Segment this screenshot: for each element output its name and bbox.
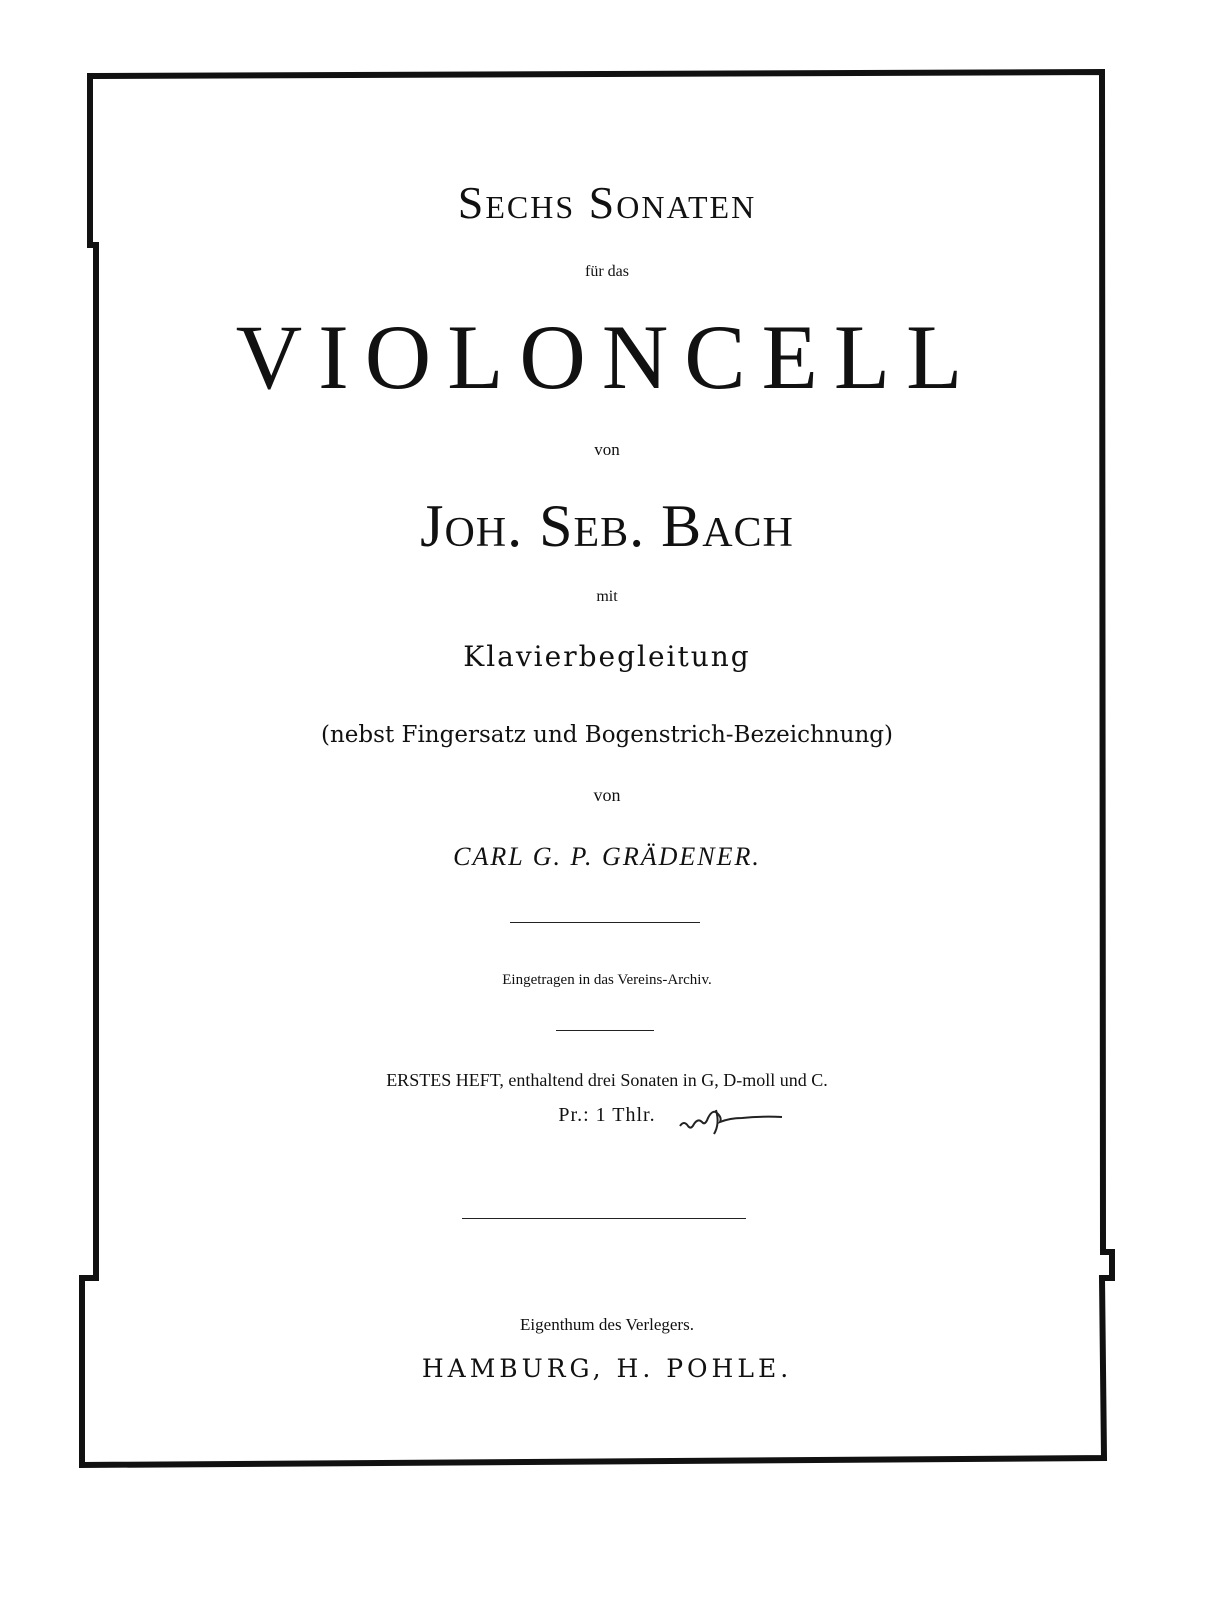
edition-note: (nebst Fingersatz und Bogenstrich-Bezeichnung) xyxy=(321,722,893,748)
divider-1 xyxy=(510,922,700,923)
von-label-2: von xyxy=(593,785,621,805)
divider-3 xyxy=(462,1218,746,1219)
accompaniment-title: Klavierbegleitung xyxy=(463,640,751,673)
title-line-sechs-sonaten: Sechs Sonaten xyxy=(457,177,757,228)
von-label-1: von xyxy=(594,440,620,459)
publisher-imprint: HAMBURG, H. POHLE. xyxy=(421,1354,793,1383)
volume-description: ERSTES HEFT, enthaltend drei Sonaten in G, D-moll und C. xyxy=(386,1070,828,1090)
arranger-name: CARL G. P. GRÄDENER. xyxy=(453,842,761,871)
instrument-title: VIOLONCELL xyxy=(235,306,979,408)
title-line-fur-das: für das xyxy=(585,263,629,280)
ownership-note: Eigenthum des Verlegers. xyxy=(520,1315,694,1334)
composer-name: Joh. Seb. Bach xyxy=(420,493,794,559)
handwritten-price-mark xyxy=(676,1100,796,1140)
registration-note: Eingetragen in das Vereins-Archiv. xyxy=(502,972,712,988)
divider-2 xyxy=(556,1030,654,1031)
price-label: Pr.: 1 Thlr. xyxy=(558,1104,656,1126)
mit-label: mit xyxy=(596,588,618,605)
